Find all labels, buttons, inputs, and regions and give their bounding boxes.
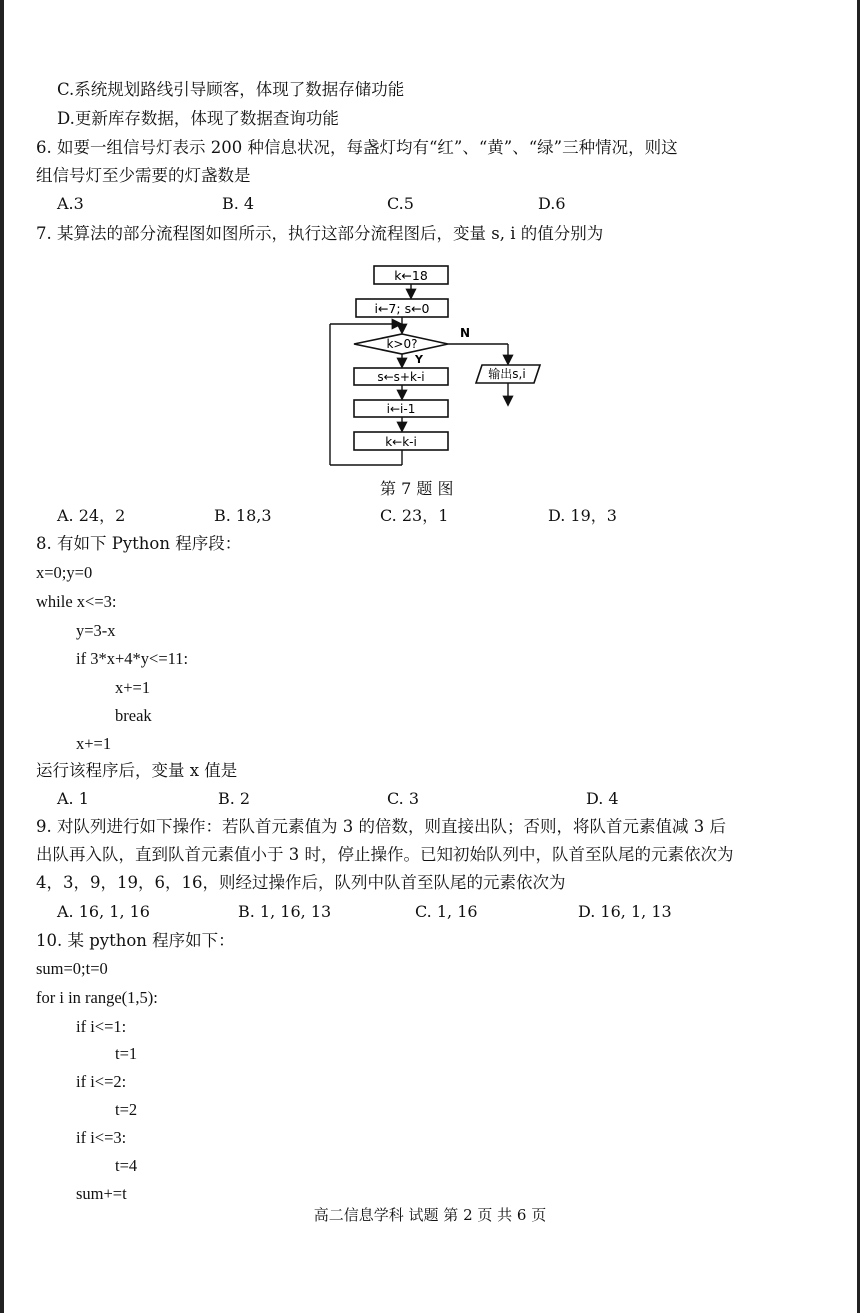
q8-code-line: x+=1 — [76, 734, 112, 753]
q5-option-d: D.更新库存数据，体现了数据查询功能 — [57, 109, 339, 128]
q8-code-line: x=0;y=0 — [36, 563, 93, 582]
flow-yes-label: Y — [415, 353, 423, 366]
q10-code-line: sum+=t — [76, 1184, 127, 1203]
flow-box-dec-k-label: k←k-i — [385, 435, 417, 449]
q8-code-line: x+=1 — [115, 678, 151, 697]
q7-stem: 7. 某算法的部分流程图如图所示，执行这部分流程图后，变量 s, i 的值分别为 — [36, 224, 604, 243]
q7-option-b: B. 18,3 — [214, 506, 272, 525]
q6-stem-line2: 组信号灯至少需要的灯盏数是 — [36, 166, 251, 185]
q6-option-b: B. 4 — [222, 194, 255, 213]
q8-stem: 8. 有如下 Python 程序段： — [36, 534, 242, 553]
q8-code-line: if 3*x+4*y<=11: — [76, 649, 189, 668]
q9-option-a: A. 16, 1, 16 — [57, 902, 150, 921]
q10-stem: 10. 某 python 程序如下： — [36, 931, 235, 950]
q8-code-line: while x<=3: — [36, 592, 117, 611]
q8-question: 运行该程序后，变量 x 值是 — [36, 761, 238, 780]
q8-option-a: A. 1 — [57, 789, 89, 808]
page-footer: 高二信息学科 试题 第 2 页 共 6 页 — [313, 1206, 547, 1224]
q8-code-line: break — [115, 706, 152, 725]
q9-option-b: B. 1, 16, 13 — [238, 902, 332, 921]
q8-option-d: D. 4 — [586, 789, 619, 808]
q10-code-line: if i<=3: — [76, 1128, 127, 1147]
flow-output-label: 输出s,i — [488, 367, 526, 381]
q7-option-d: D. 19，3 — [548, 506, 617, 525]
q9-stem-line2: 出队再入队，直到队首元素值小于 3 时，停止操作。已知初始队列中，队首至队尾的元素依次为 — [36, 845, 734, 864]
q10-code-line: for i in range(1,5): — [36, 988, 158, 1007]
flow-box-dec-i-label: i←i-1 — [386, 402, 416, 416]
q10-code-line: if i<=2: — [76, 1072, 127, 1091]
q6-option-d: D.6 — [538, 194, 566, 213]
q7-option-a: A. 24，2 — [57, 506, 126, 525]
q6-stem-line1: 6. 如要一组信号灯表示 200 种信息状况，每盏灯均有“红”、“黄”、“绿”三种情况，则这 — [36, 138, 678, 157]
q9-stem-line3: 4，3，9，19，6，16，则经过操作后，队列中队首至队尾的元素依次为 — [36, 873, 566, 892]
q9-stem-line1: 9. 对队列进行如下操作：若队首元素值为 3 的倍数，则直接出队；否则，将队首元素值减 3 后 — [36, 817, 726, 836]
q8-option-b: B. 2 — [218, 789, 251, 808]
q7-figure-caption: 第 7 题 图 — [380, 479, 454, 498]
flow-no-label: N — [460, 326, 471, 340]
q9-option-c: C. 1, 16 — [415, 902, 478, 921]
q10-code-line: t=1 — [115, 1044, 138, 1063]
q10-code-line: t=4 — [115, 1156, 138, 1175]
q7-option-c: C. 23，1 — [380, 506, 449, 525]
q8-option-c: C. 3 — [387, 789, 420, 808]
flow-box-sum-label: s←s+k-i — [377, 370, 425, 384]
q9-option-d: D. 16, 1, 13 — [578, 902, 672, 921]
flow-decision-label: k>0? — [386, 337, 418, 351]
q10-code-line: t=2 — [115, 1100, 138, 1119]
flow-box-init-k-label: k←18 — [394, 268, 428, 283]
q8-code-line: y=3-x — [76, 621, 116, 640]
q7-flowchart — [320, 262, 560, 476]
q5-option-c: C.系统规划路线引导顾客，体现了数据存储功能 — [57, 80, 405, 99]
q6-option-c: C.5 — [387, 194, 414, 213]
q6-option-a: A.3 — [57, 194, 84, 213]
q10-code-line: sum=0;t=0 — [36, 959, 108, 978]
q10-code-line: if i<=1: — [76, 1017, 127, 1036]
flow-box-init-is-label: i←7; s←0 — [374, 301, 430, 316]
